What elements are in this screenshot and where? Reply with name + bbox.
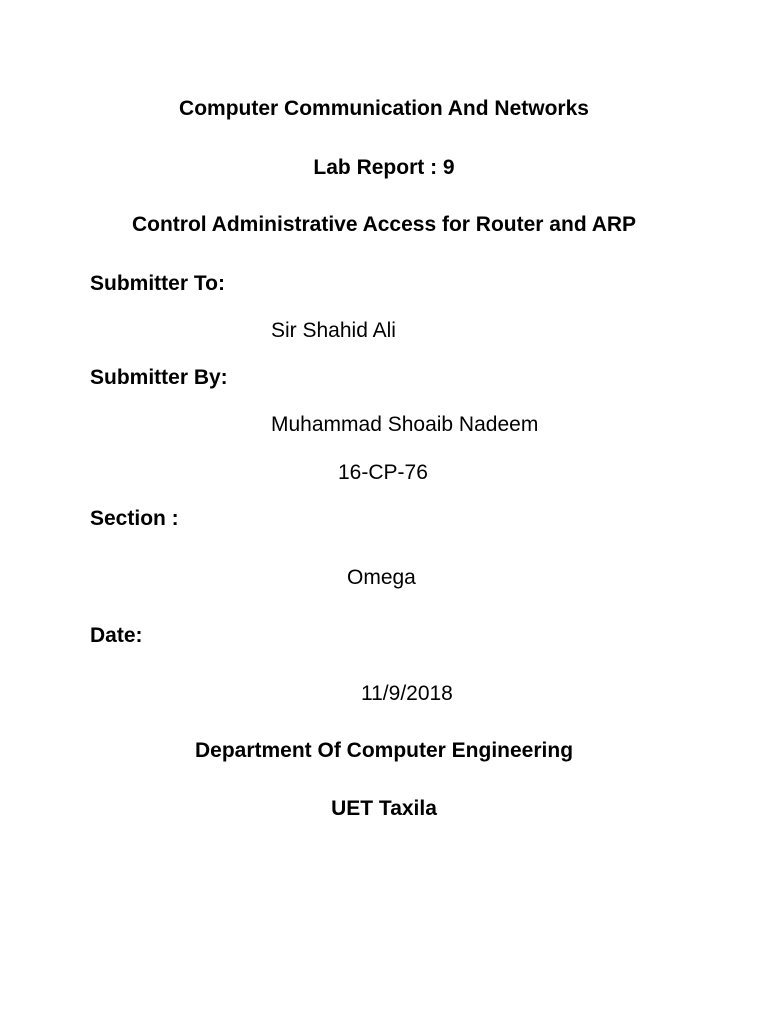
section-value: Omega (347, 566, 416, 589)
submitter-name: Muhammad Shoaib Nadeem (271, 413, 539, 436)
section-label: Section : (90, 507, 179, 530)
submitted-by-label: Submitter By: (90, 366, 228, 389)
submitted-to-value: Sir Shahid Ali (271, 319, 396, 342)
date-value: 11/9/2018 (361, 682, 453, 705)
course-title: Computer Communication And Networks (179, 97, 589, 120)
university-name: UET Taxila (331, 797, 437, 820)
roll-number: 16-CP-76 (338, 461, 428, 484)
department-name: Department Of Computer Engineering (194, 739, 574, 762)
report-number: Lab Report : 9 (313, 156, 455, 179)
report-topic: Control Administrative Access for Router and ARP (131, 213, 637, 236)
submitted-to-label: Submitter To: (90, 272, 225, 295)
date-label: Date: (90, 624, 143, 647)
